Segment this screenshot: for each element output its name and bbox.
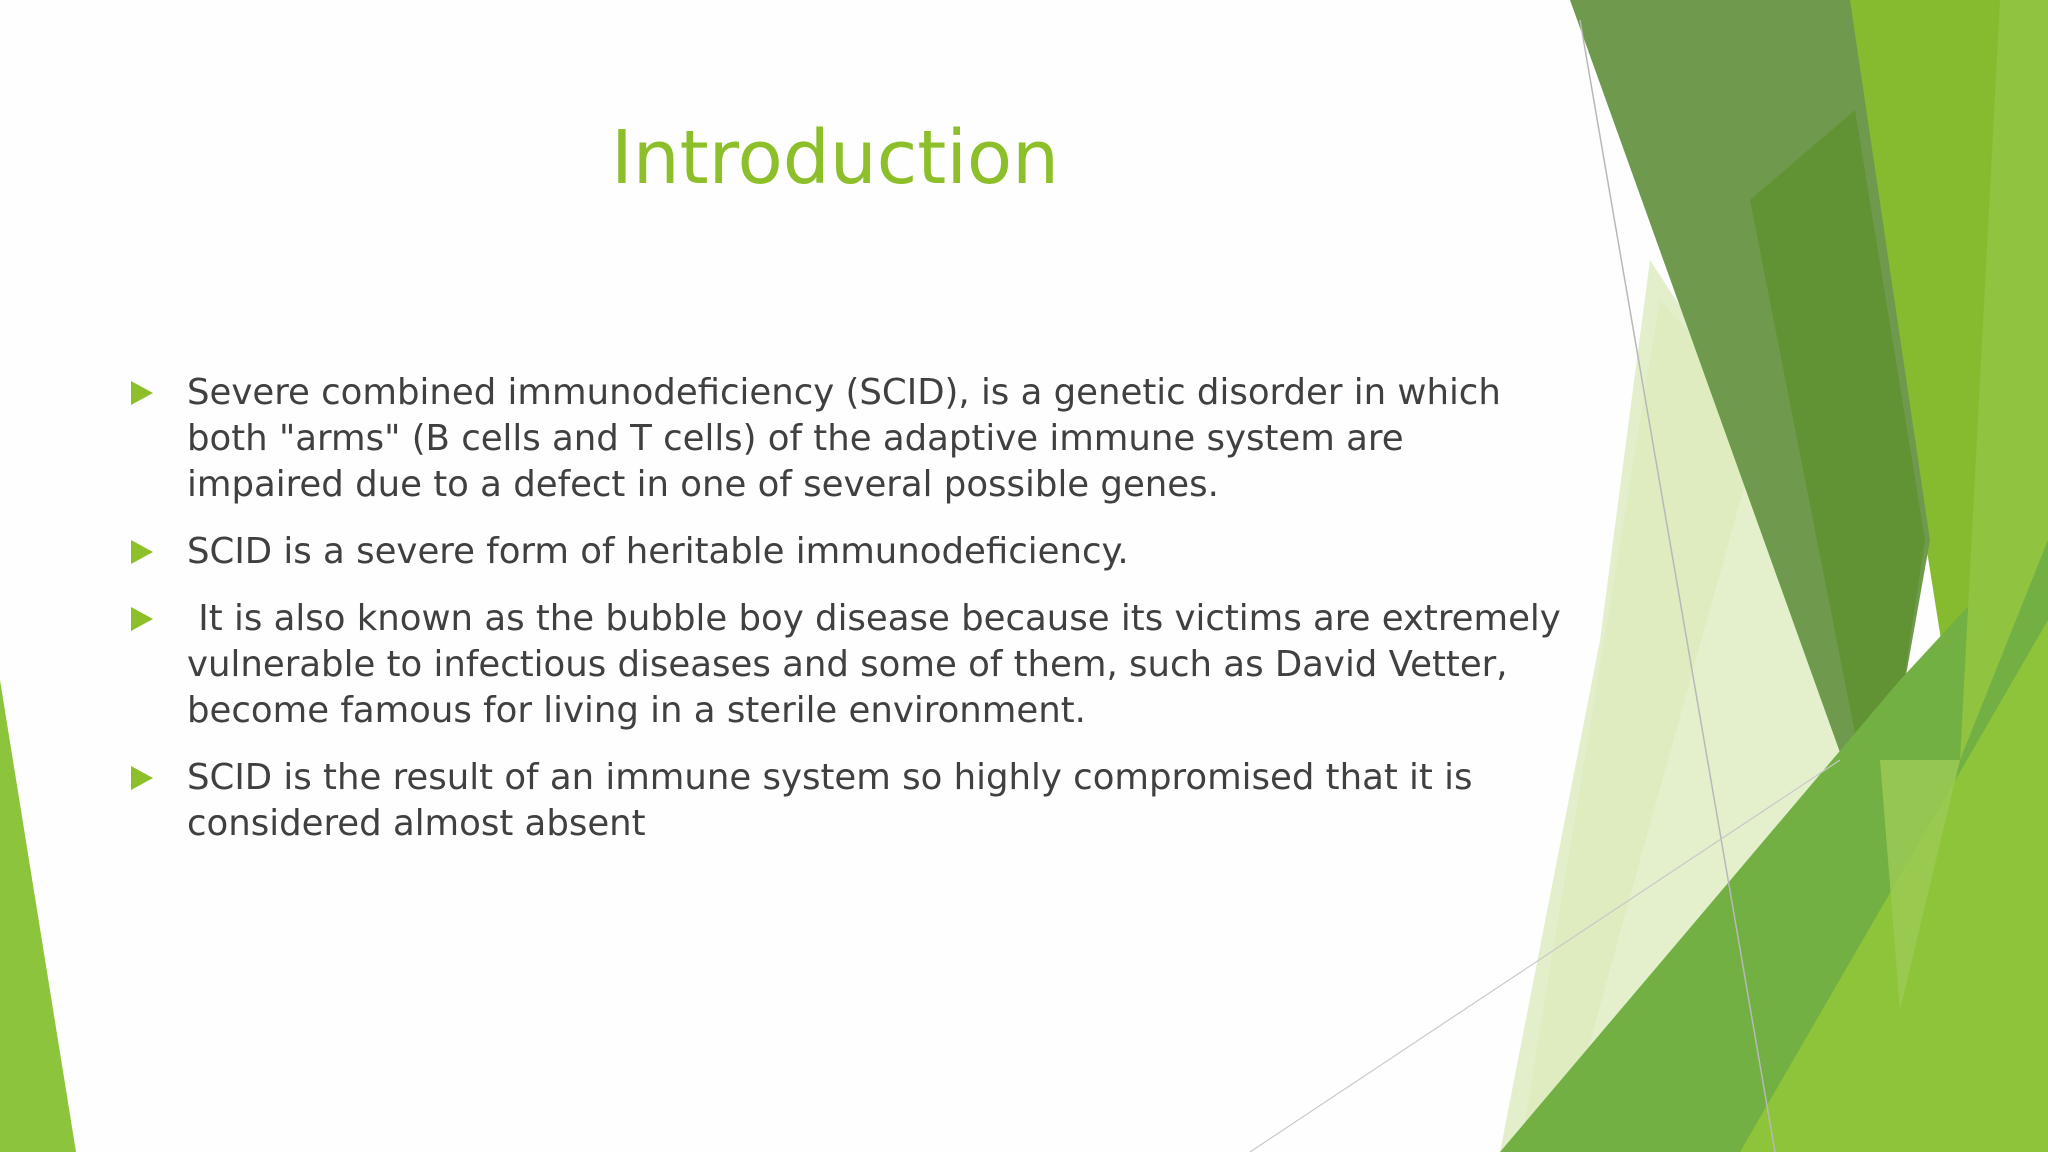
bullet-list [128,370,1573,868]
bullet-text: SCID is a severe form of heritable immunodeficiency. [187,531,1129,572]
bullet-text: SCID is the result of an immune system so highly compromised that it is considered almost absent [187,757,1473,844]
triangle-bullet-icon [131,381,153,405]
bullet-text: It is also known as the bubble boy disease because its victims are extremely vulnerable to infectious diseases and some of them, such as David Vetter, become famous for living in a sterile environment. [187,598,1573,731]
bullet-text: Severe combined immunodeficiency (SCID), is a genetic disorder in which both "arms" (B cells and T cells) of the adaptive immune system are impaired due to a defect in one of several possible genes. [187,372,1501,505]
triangle-bullet-icon [131,766,153,790]
bullet-item [128,755,1568,847]
bullet-item [128,529,1568,575]
bullet-item [128,596,1573,734]
slide-title: Introduction [610,115,1060,201]
left-green-sliver [0,680,76,1152]
triangle-bullet-icon [131,607,153,631]
bullet-item [128,370,1568,508]
triangle-bullet-icon [131,540,153,564]
